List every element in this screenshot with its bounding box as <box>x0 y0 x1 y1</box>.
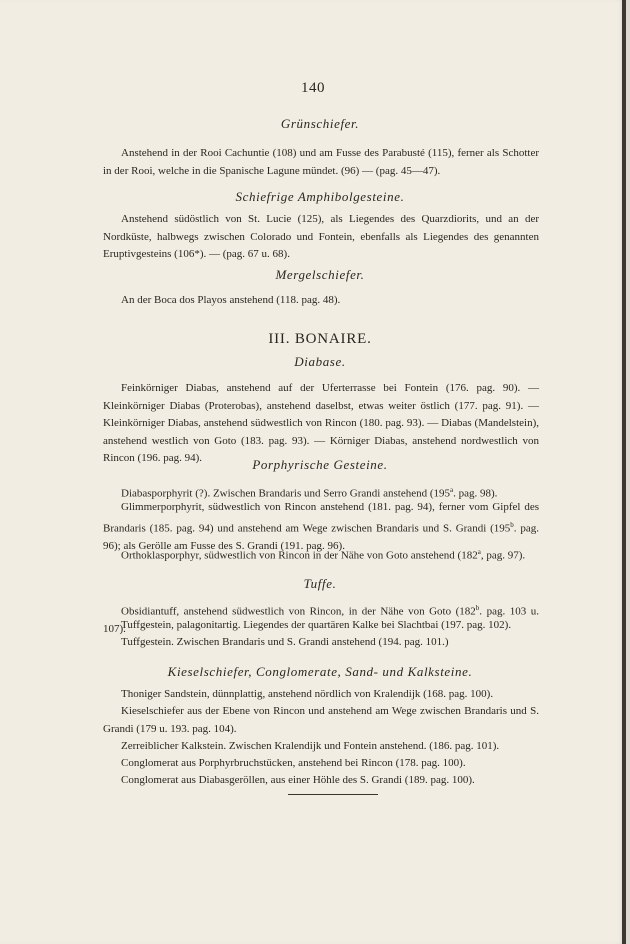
paragraph-sandstein: Thoniger Sandstein, dünnplattig, anstehend nördlich von Kralendijk (168. pag. 100). <box>121 688 494 700</box>
superscript: b <box>475 604 480 612</box>
end-rule <box>288 794 378 795</box>
text: . pag. 96); als Gerölle am Fusse des S. Grandi (191. pag. 96). <box>103 522 539 552</box>
heading-kieselschiefer: Kieselschiefer, Conglomerate, Sand- und Kalksteine. <box>167 664 473 679</box>
paragraph-kalkstein: Zerreiblicher Kalkstein. Zwischen Kralendijk und Fontein anstehend. (186. pag. 101). <box>121 740 500 752</box>
text: . pag. 98). <box>453 487 498 500</box>
text: Orthoklasporphyr, südwestlich von Rincon in der Nähe von Goto anstehend (182 <box>121 549 478 562</box>
text: Diabasporphyrit (?). Zwischen Brandaris und Serro Grandi anstehend (195 <box>121 487 450 500</box>
paragraph-gruenschiefer: Anstehend in der Rooi Cachuntie (108) und am Fusse des Parabusté (115), ferner als Schotter in der Rooi, welche in die Spanische Lagune mündet. (96) — (pag. 45—47). <box>103 147 539 177</box>
text: . pag. 103 u. 107). <box>103 605 539 636</box>
paragraph-tuffgestein-2: Tuffgestein. Zwischen Brandaris und S. Grandi anstehend (194. pag. 101.) <box>121 636 449 648</box>
page-number: 140 <box>301 80 325 96</box>
paragraph-conglomerat-1: Conglomerat aus Porphyrbruchstücken, anstehend bei Rincon (178. pag. 100). <box>121 757 466 769</box>
superscript: a <box>450 486 454 494</box>
paragraph-kieselschiefer: Kieselschiefer aus der Ebene von Rincon und anstehend am Wege zwischen Brandaris und S. Grandi (179 u. 193. pag. 104). <box>103 705 539 735</box>
heading-amphibolgesteine: Schiefrige Amphibolgesteine. <box>235 189 405 204</box>
paragraph-mergelschiefer: An der Boca dos Playos anstehend (118. pag. 48). <box>121 294 341 306</box>
superscript: a <box>477 548 481 556</box>
heading-gruenschiefer: Grünschiefer. <box>280 116 360 131</box>
text: , pag. 97). <box>480 549 526 562</box>
heading-tuffe: Tuffe. <box>303 576 337 591</box>
heading-diabase: Diabase. <box>294 354 346 369</box>
text: Glimmerporphyrit, südwestlich von Rincon anstehend (181. pag. 94), ferner vom Gipfel des Brandaris (185. pag. 94) und anstehend am Wege zwischen Brandaris und S. Grandi (195 <box>103 501 539 535</box>
heading-porphyrische: Porphyrische Gesteine. <box>252 457 388 472</box>
heading-mergelschiefer: Mergelschiefer. <box>275 267 365 282</box>
superscript: b <box>510 520 514 529</box>
part-title: III. BONAIRE. <box>268 331 372 347</box>
paragraph-amphibolgesteine: Anstehend südöstlich von St. Lucie (125), als Liegendes des Quarzdiorits, und an der Nordküste, halbwegs zwischen Colorado und Fontein, ebenfalls als Liegendes des genannten Eruptivgesteins (106*). — (pag. 67 u. 68). <box>103 213 539 260</box>
paragraph-conglomerat-2: Conglomerat aus Diabasgeröllen, aus einer Höhle des S. Grandi (189. pag. 100). <box>121 774 475 786</box>
paragraph-tuffgestein-1: Tuffgestein, palagonitartig. Liegendes der quartären Kalke bei Slachtbai (197. pag. 102). <box>121 619 512 631</box>
paragraph-orthoklasporphyr <box>103 544 539 565</box>
paragraph-diabase: Feinkörniger Diabas, anstehend auf der Uferterrasse bei Fontein (176. pag. 90). — Kleinkörniger Diabas (Proterobas), anstehend daselbst, etwas weiter östlich (177. pag. 91). — Kleinkörniger Diabas, anstehend südwestlich von Rincon (180. pag. 93). — Diabas (Mandelstein), anstehend westlich von Goto (183. pag. 93). — Körniger Diabas, anstehend nordwestlich von Rincon (196. pag. 94). <box>103 382 539 464</box>
text: Obsidiantuff, anstehend südwestlich von Rincon, in der Nähe von Goto (182 <box>121 605 476 618</box>
